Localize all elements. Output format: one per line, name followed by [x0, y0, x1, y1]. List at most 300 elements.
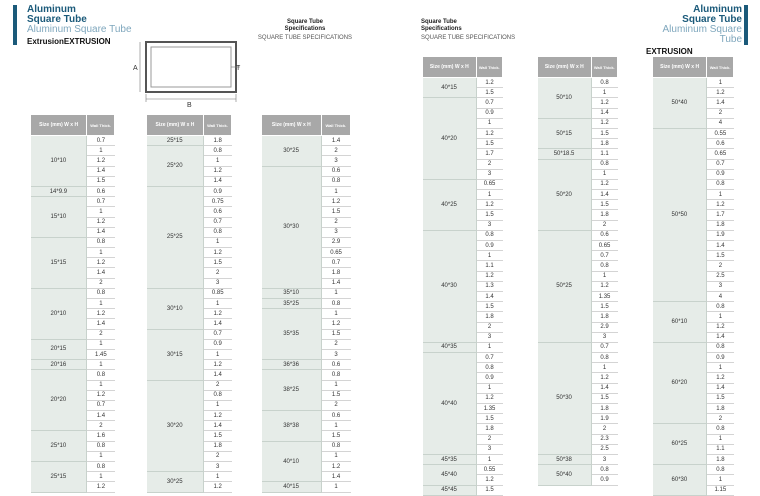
- size-column-header: Size (mm) W x H: [538, 57, 592, 78]
- size-cell: 20*15: [31, 339, 87, 359]
- wall-thickness-cell: 1.4: [87, 411, 115, 421]
- table-row: [147, 186, 232, 196]
- table-row: [653, 302, 734, 312]
- table-row: [653, 424, 734, 434]
- wall-thickness-cell: 2: [707, 261, 734, 271]
- table-row: [147, 380, 232, 390]
- wall-thickness-cell: 0.9: [203, 339, 231, 349]
- size-cell: 10*10: [31, 136, 87, 187]
- table-row: [31, 197, 115, 207]
- wall-thickness-cell: 0.8: [707, 342, 734, 352]
- table-row: [31, 288, 115, 298]
- header-left: [255, 19, 355, 42]
- size-cell: 40*40: [423, 353, 477, 455]
- wall-thickness-cell: 1: [476, 190, 502, 200]
- wall-thickness-cell: 2: [476, 322, 502, 332]
- wall-thickness-cell: 1: [591, 271, 617, 281]
- size-cell: 50*20: [538, 159, 592, 230]
- size-cell: 50*10: [538, 78, 592, 119]
- table-row: [423, 78, 503, 88]
- wall-thickness-cell: 1.2: [87, 258, 115, 268]
- wall-thickness-cell: 1.5: [476, 210, 502, 220]
- wall-thickness-cell: 0.9: [707, 353, 734, 363]
- size-cell: 30*25: [262, 136, 322, 167]
- wall-thickness-cell: 0.7: [591, 251, 617, 261]
- wall-thickness-cell: 1.8: [707, 454, 734, 464]
- wall-thickness-cell: 0.8: [591, 159, 617, 169]
- wall-thickness-cell: 1: [707, 475, 734, 485]
- wall-thickness-cell: 0.75: [203, 197, 231, 207]
- wall-thickness-cell: 1.45: [87, 349, 115, 359]
- wall-thickness-cell: 1.4: [87, 268, 115, 278]
- wall-thickness-cell: 1.5: [707, 393, 734, 403]
- wall-thickness-cell: 1: [87, 207, 115, 217]
- wall-thickness-cell: 0.8: [87, 441, 115, 451]
- wall-thickness-cell: 1.5: [476, 139, 502, 149]
- wall-thickness-cell: 1.4: [707, 241, 734, 251]
- tube-diagram: [132, 36, 244, 108]
- wall-thickness-cell: 1: [321, 380, 350, 390]
- table-row: [538, 342, 618, 352]
- wall-thickness-cell: 1.4: [203, 176, 231, 186]
- table-row: [538, 230, 618, 240]
- table-row: [31, 360, 115, 370]
- wall-thickness-cell: 1: [87, 339, 115, 349]
- wall-thickness-cell: 0.8: [87, 237, 115, 247]
- table-row: [423, 342, 503, 352]
- wall-thickness-cell: 0.9: [707, 169, 734, 179]
- wall-thickness-cell: 1.2: [476, 200, 502, 210]
- wall-thickness-cell: 1.4: [707, 383, 734, 393]
- size-cell: 60*30: [653, 465, 707, 496]
- wall-thickness-cell: 0.8: [591, 78, 617, 88]
- table-row: [423, 98, 503, 108]
- wall-thickness-cell: 0.7: [476, 98, 502, 108]
- size-cell: 30*15: [147, 329, 204, 380]
- wall-thickness-cell: 0.7: [321, 258, 350, 268]
- wall-thickness-cell: 1.2: [591, 373, 617, 383]
- brand-right-subtitle: Aluminum Square Tube: [662, 24, 742, 45]
- wall-thickness-cell: 2.3: [591, 434, 617, 444]
- wall-thickness-cell: 3: [476, 220, 502, 230]
- wall-thickness-cell: 1.5: [321, 390, 350, 400]
- wall-thickness-cell: 1.2: [476, 78, 502, 88]
- wall-thickness-cell: 1.4: [591, 190, 617, 200]
- brand-bar-left: [13, 5, 17, 45]
- table-row: [262, 166, 351, 176]
- wall-thickness-cell: 2: [707, 414, 734, 424]
- brand-bar-right: [744, 5, 748, 45]
- wall-thickness-cell: 2.9: [321, 237, 350, 247]
- table-row: [538, 78, 618, 88]
- wall-thickness-cell: 1.4: [321, 278, 350, 288]
- size-cell: 40*25: [423, 179, 477, 230]
- wall-thickness-cell: 1.35: [476, 404, 502, 414]
- wall-thickness-cell: 1.2: [476, 128, 502, 138]
- table-row: [423, 179, 503, 189]
- spec-table-1: [30, 114, 115, 493]
- wall-thickness-column-header: Wall Thick.: [203, 115, 231, 136]
- table-row: [262, 136, 351, 146]
- wall-thickness-cell: 1.8: [203, 441, 231, 451]
- wall-thickness-cell: 1.5: [203, 258, 231, 268]
- wall-thickness-cell: 1: [321, 309, 350, 319]
- wall-thickness-cell: 1.2: [203, 309, 231, 319]
- wall-thickness-cell: 1.9: [707, 230, 734, 240]
- wall-thickness-cell: 1.8: [476, 424, 502, 434]
- wall-thickness-cell: 1: [476, 383, 502, 393]
- size-cell: 30*10: [147, 288, 204, 329]
- wall-thickness-cell: 0.8: [321, 176, 350, 186]
- wall-thickness-cell: 2: [87, 421, 115, 431]
- wall-thickness-cell: 1: [476, 342, 502, 352]
- wall-thickness-cell: 1.3: [476, 281, 502, 291]
- wall-thickness-cell: 1: [87, 299, 115, 309]
- wall-thickness-cell: 1.4: [203, 421, 231, 431]
- wall-thickness-cell: 2: [321, 339, 350, 349]
- wall-thickness-cell: 0.7: [591, 342, 617, 352]
- wall-thickness-cell: 3: [321, 227, 350, 237]
- size-cell: 50*40: [538, 465, 592, 485]
- wall-thickness-cell: 0.8: [87, 462, 115, 472]
- wall-thickness-cell: 1.5: [591, 200, 617, 210]
- size-cell: 20*20: [31, 370, 87, 431]
- table-row: [653, 128, 734, 138]
- wall-thickness-cell: 1: [476, 251, 502, 261]
- wall-thickness-cell: 0.9: [203, 186, 231, 196]
- wall-thickness-cell: 1: [87, 451, 115, 461]
- wall-thickness-cell: 1.2: [707, 322, 734, 332]
- table-row: [423, 230, 503, 240]
- size-cell: 50*15: [538, 118, 592, 149]
- wall-thickness-cell: 1.8: [707, 220, 734, 230]
- wall-thickness-cell: 0.55: [476, 465, 502, 475]
- size-cell: 25*20: [147, 146, 204, 187]
- wall-thickness-cell: 1.2: [203, 248, 231, 258]
- wall-thickness-cell: 3: [707, 281, 734, 291]
- wall-thickness-cell: 0.9: [476, 241, 502, 251]
- wall-thickness-cell: 1.5: [707, 251, 734, 261]
- size-cell: 35*10: [262, 288, 322, 298]
- wall-thickness-cell: 0.65: [476, 179, 502, 189]
- wall-thickness-cell: 0.8: [591, 261, 617, 271]
- wall-thickness-cell: 1: [591, 363, 617, 373]
- spec-table-3: [261, 114, 351, 493]
- wall-thickness-cell: 1.2: [87, 156, 115, 166]
- size-cell: 20*16: [31, 360, 87, 370]
- wall-thickness-cell: 0.7: [87, 136, 115, 146]
- wall-thickness-cell: 2.9: [591, 322, 617, 332]
- wall-thickness-cell: 0.7: [203, 329, 231, 339]
- table-row: [423, 454, 503, 464]
- table-row: [147, 288, 232, 298]
- table-row: [31, 462, 115, 472]
- wall-thickness-cell: 1: [203, 349, 231, 359]
- size-cell: 40*20: [423, 98, 477, 180]
- wall-thickness-cell: 0.8: [707, 424, 734, 434]
- wall-thickness-cell: 1.6: [87, 431, 115, 441]
- wall-thickness-cell: 3: [591, 454, 617, 464]
- wall-thickness-cell: 1: [476, 118, 502, 128]
- wall-thickness-cell: 1.2: [87, 309, 115, 319]
- wall-thickness-cell: 2: [321, 146, 350, 156]
- size-cell: 38*38: [262, 411, 322, 442]
- wall-thickness-cell: 1.4: [203, 370, 231, 380]
- wall-thickness-cell: 1.2: [87, 390, 115, 400]
- size-cell: 30*25: [147, 472, 204, 492]
- wall-thickness-cell: 1: [707, 78, 734, 88]
- wall-thickness-cell: 1.7: [707, 210, 734, 220]
- wall-thickness-cell: 1: [87, 146, 115, 156]
- wall-thickness-cell: 0.9: [476, 373, 502, 383]
- wall-thickness-column-header: Wall Thick.: [87, 115, 115, 136]
- wall-thickness-cell: 4: [707, 118, 734, 128]
- wall-thickness-cell: 1: [321, 451, 350, 461]
- wall-thickness-cell: 2: [203, 451, 231, 461]
- wall-thickness-cell: 1: [203, 237, 231, 247]
- size-cell: 38*25: [262, 370, 322, 411]
- wall-thickness-cell: 0.6: [707, 139, 734, 149]
- wall-thickness-cell: 0.6: [87, 186, 115, 196]
- wall-thickness-cell: 1: [321, 186, 350, 196]
- header-left-title2: Specifications: [284, 26, 326, 32]
- wall-thickness-cell: 1.4: [321, 472, 350, 482]
- wall-thickness-cell: 1.2: [591, 118, 617, 128]
- table-row: [538, 465, 618, 475]
- wall-thickness-cell: 0.9: [591, 475, 617, 485]
- size-column-header: Size (mm) W x H: [423, 57, 477, 78]
- brand-left-extrusion: ExtrusionEXTRUSION: [27, 37, 111, 46]
- brand-right: [646, 5, 742, 57]
- wall-thickness-cell: 0.8: [476, 230, 502, 240]
- size-column-header: Size (mm) W x H: [147, 115, 204, 136]
- wall-thickness-cell: 1: [591, 169, 617, 179]
- wall-thickness-cell: 1: [321, 421, 350, 431]
- wall-thickness-cell: 3: [203, 278, 231, 288]
- table-row: [262, 441, 351, 451]
- wall-thickness-cell: 2: [321, 217, 350, 227]
- wall-thickness-cell: 1.2: [476, 475, 502, 485]
- wall-thickness-cell: 3: [203, 462, 231, 472]
- wall-thickness-cell: 1.8: [591, 312, 617, 322]
- wall-thickness-cell: 1.2: [203, 411, 231, 421]
- wall-thickness-cell: 1.4: [321, 136, 350, 146]
- wall-thickness-cell: 0.65: [707, 149, 734, 159]
- table-row: [147, 329, 232, 339]
- size-column-header: Size (mm) W x H: [653, 57, 707, 78]
- table-row: [262, 299, 351, 309]
- wall-thickness-cell: 3: [321, 349, 350, 359]
- table-row: [147, 136, 232, 146]
- wall-thickness-cell: 1.5: [203, 431, 231, 441]
- table-row: [423, 465, 503, 475]
- size-cell: 40*15: [262, 482, 322, 492]
- table-row: [147, 146, 232, 156]
- header-left-sub: SQUARE TUBE SPECIFICATIONS: [257, 35, 353, 41]
- table-row: [653, 78, 734, 88]
- wall-thickness-cell: 0.85: [203, 288, 231, 298]
- wall-thickness-cell: 1.5: [476, 485, 502, 495]
- wall-thickness-cell: 2: [591, 220, 617, 230]
- table-row: [653, 342, 734, 352]
- wall-thickness-cell: 1.5: [476, 414, 502, 424]
- wall-thickness-cell: 1.4: [87, 166, 115, 176]
- wall-thickness-cell: 2: [707, 108, 734, 118]
- table-row: [147, 472, 232, 482]
- size-cell: 25*10: [31, 431, 87, 462]
- wall-thickness-cell: 1.1: [591, 149, 617, 159]
- wall-thickness-cell: 1.4: [203, 319, 231, 329]
- wall-thickness-cell: 1: [591, 88, 617, 98]
- wall-thickness-cell: 1.8: [203, 136, 231, 146]
- wall-thickness-cell: 1.2: [87, 482, 115, 492]
- header-left-title1: Square Tube: [287, 19, 323, 25]
- wall-thickness-cell: 0.9: [476, 108, 502, 118]
- table-row: [31, 339, 115, 349]
- spec-table-6: [652, 56, 734, 496]
- table-row: [31, 186, 115, 196]
- wall-thickness-cell: 1: [707, 434, 734, 444]
- wall-thickness-cell: 0.55: [707, 128, 734, 138]
- size-cell: 45*35: [423, 454, 477, 464]
- wall-thickness-cell: 1.4: [87, 227, 115, 237]
- wall-thickness-cell: 0.7: [707, 159, 734, 169]
- size-cell: 15*10: [31, 197, 87, 238]
- brand-right-extrusion: EXTRUSION: [646, 47, 693, 56]
- wall-thickness-cell: 1.1: [707, 444, 734, 454]
- wall-thickness-cell: 1.2: [321, 462, 350, 472]
- wall-thickness-cell: 2: [203, 380, 231, 390]
- size-cell: 60*10: [653, 302, 707, 343]
- diagram-label-t: T: [236, 65, 241, 72]
- size-cell: 35*35: [262, 309, 322, 360]
- wall-thickness-cell: 1: [203, 472, 231, 482]
- wall-thickness-cell: 0.8: [321, 441, 350, 451]
- size-cell: 50*30: [538, 342, 592, 454]
- table-row: [423, 353, 503, 363]
- size-cell: 20*10: [31, 288, 87, 339]
- size-cell: 15*15: [31, 237, 87, 288]
- size-column-header: Size (mm) W x H: [31, 115, 87, 136]
- wall-thickness-cell: 0.65: [591, 241, 617, 251]
- spec-table-5: [537, 56, 618, 486]
- wall-thickness-cell: 0.65: [321, 248, 350, 258]
- tube-outer: [146, 42, 236, 92]
- size-cell: 60*20: [653, 342, 707, 424]
- wall-thickness-cell: 3: [321, 156, 350, 166]
- wall-thickness-cell: 1.4: [591, 383, 617, 393]
- header-right-sub: SQUARE TUBE SPECIFICATIONS: [421, 35, 516, 41]
- wall-thickness-cell: 1.2: [476, 271, 502, 281]
- diagram-label-a: A: [133, 65, 138, 72]
- wall-thickness-cell: 2: [321, 400, 350, 410]
- wall-thickness-cell: 0.7: [87, 197, 115, 207]
- wall-thickness-cell: 1: [87, 380, 115, 390]
- wall-thickness-cell: 1: [321, 482, 350, 492]
- wall-thickness-cell: 0.6: [591, 230, 617, 240]
- size-cell: 30*20: [147, 380, 204, 472]
- wall-thickness-cell: 3: [476, 169, 502, 179]
- size-cell: 36*36: [262, 360, 322, 370]
- wall-thickness-cell: 0.7: [87, 400, 115, 410]
- wall-thickness-cell: 1.8: [591, 404, 617, 414]
- wall-thickness-cell: 0.8: [707, 179, 734, 189]
- wall-thickness-column-header: Wall Thick.: [707, 57, 734, 78]
- wall-thickness-cell: 0.8: [707, 302, 734, 312]
- wall-thickness-cell: 0.7: [476, 353, 502, 363]
- wall-thickness-cell: 0.8: [87, 370, 115, 380]
- wall-thickness-cell: 1: [203, 156, 231, 166]
- wall-thickness-cell: 1.7: [476, 149, 502, 159]
- size-cell: 60*25: [653, 424, 707, 465]
- wall-thickness-cell: 0.6: [321, 360, 350, 370]
- wall-thickness-cell: 1.5: [591, 302, 617, 312]
- table-row: [31, 237, 115, 247]
- wall-thickness-cell: 1: [707, 190, 734, 200]
- brand-left-subtitle: Aluminum Square Tube: [27, 24, 132, 35]
- wall-thickness-cell: 1.2: [591, 179, 617, 189]
- size-cell: 45*40: [423, 465, 477, 485]
- wall-thickness-cell: 0.6: [321, 166, 350, 176]
- wall-thickness-cell: 1.2: [87, 217, 115, 227]
- brand-right-line2: Square Tube: [682, 14, 742, 25]
- size-cell: 25*15: [147, 136, 204, 146]
- wall-thickness-cell: 0.8: [476, 363, 502, 373]
- wall-thickness-cell: 1: [707, 312, 734, 322]
- wall-thickness-cell: 3: [476, 444, 502, 454]
- table-row: [538, 149, 618, 159]
- table-row: [262, 411, 351, 421]
- wall-thickness-cell: 1.4: [707, 98, 734, 108]
- wall-thickness-column-header: Wall Thick.: [476, 57, 502, 78]
- wall-thickness-cell: 1.2: [707, 88, 734, 98]
- wall-thickness-cell: 2: [203, 268, 231, 278]
- wall-thickness-cell: 0.8: [707, 465, 734, 475]
- wall-thickness-cell: 1.8: [591, 139, 617, 149]
- wall-thickness-cell: 1.2: [591, 98, 617, 108]
- wall-thickness-cell: 1.4: [476, 291, 502, 301]
- wall-thickness-cell: 1.2: [707, 373, 734, 383]
- table-row: [262, 360, 351, 370]
- brand-left: [27, 5, 132, 47]
- wall-thickness-cell: 1.8: [707, 404, 734, 414]
- wall-thickness-cell: 1.5: [591, 393, 617, 403]
- size-cell: 50*18.5: [538, 149, 592, 159]
- wall-thickness-cell: 1.2: [321, 197, 350, 207]
- wall-thickness-cell: 2: [87, 278, 115, 288]
- wall-thickness-cell: 1: [707, 363, 734, 373]
- wall-thickness-cell: 0.6: [203, 207, 231, 217]
- table-row: [31, 370, 115, 380]
- wall-thickness-cell: 1: [203, 299, 231, 309]
- wall-thickness-cell: 1: [476, 454, 502, 464]
- table-row: [538, 159, 618, 169]
- wall-thickness-cell: 2: [87, 329, 115, 339]
- size-cell: 40*35: [423, 342, 477, 352]
- wall-thickness-cell: 1: [321, 288, 350, 298]
- wall-thickness-cell: 0.8: [321, 370, 350, 380]
- wall-thickness-cell: 1.4: [707, 332, 734, 342]
- wall-thickness-cell: 1.5: [476, 302, 502, 312]
- spec-table-4: [422, 56, 503, 496]
- wall-thickness-cell: 1.5: [476, 88, 502, 98]
- wall-thickness-cell: 4: [707, 291, 734, 301]
- wall-thickness-cell: 2.5: [591, 444, 617, 454]
- wall-thickness-cell: 1.15: [707, 485, 734, 495]
- wall-thickness-cell: 1.2: [203, 360, 231, 370]
- header-right-title2: Specifications: [421, 26, 462, 32]
- wall-thickness-cell: 1.4: [591, 108, 617, 118]
